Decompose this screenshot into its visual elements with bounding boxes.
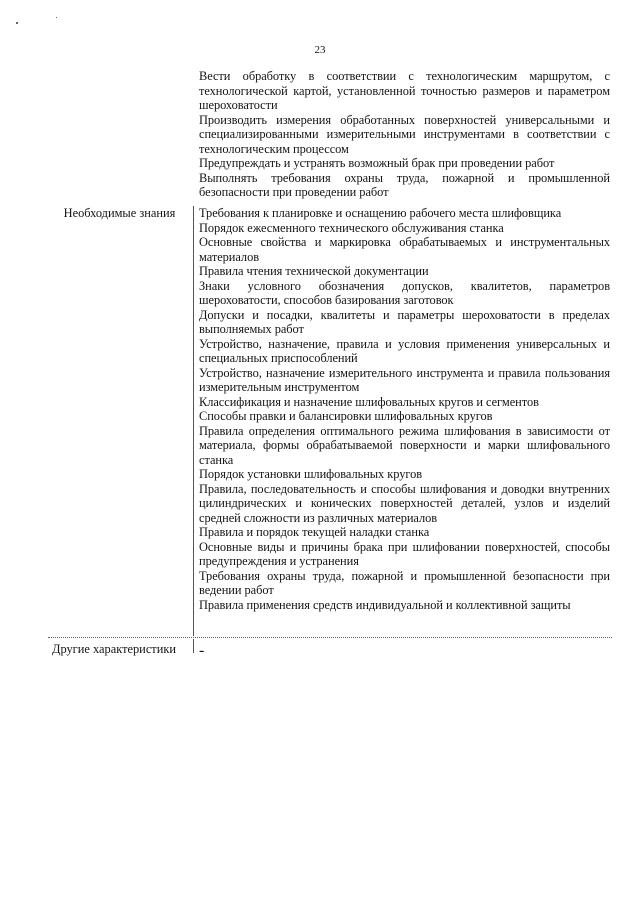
other-characteristics-value: - — [199, 642, 205, 659]
knowledge-item: Знаки условного обозначения допусков, квалитетов, параметров шероховатости, способов базирования заготовок — [199, 278, 610, 307]
knowledge-item: Основные виды и причины брака при шлифовании поверхностей, способы предупреждения и устранения — [199, 539, 610, 568]
scan-speck — [16, 22, 18, 24]
knowledge-item: Правила, последовательность и способы шлифования и доводки внутренних цилиндрических и конических поверхностей деталей, узлов и изделий средней сложности из различных материалов — [199, 481, 610, 525]
knowledge-item: Правила применения средств индивидуальной и коллективной защиты — [199, 597, 571, 612]
knowledge-item: Порядок установки шлифовальных кругов — [199, 467, 423, 481]
knowledge-item: Способы правки и балансировки шлифовальных кругов — [199, 409, 493, 423]
knowledge-list — [199, 206, 610, 612]
knowledge-item: Устройство, назначение измерительного инструмента и правила пользования измерительным инструментом — [199, 365, 610, 394]
skill-item: Выполнять требования охраны труда, пожарной и промышленной безопасности при проведении работ — [199, 170, 610, 199]
knowledge-item: Классификация и назначение шлифовальных кругов и сегментов — [199, 394, 539, 409]
skill-item: Производить измерения обработанных поверхностей универсальными и специализированными измерительными инструментами в соответствии с технологическим процессом — [199, 112, 610, 156]
knowledge-item: Правила и порядок текущей наладки станка — [199, 525, 430, 539]
knowledge-label: Необходимые знания — [63, 206, 176, 220]
page-number: 23 — [314, 44, 326, 56]
knowledge-item: Требования охраны труда, пожарной и промышленной безопасности при ведении работ — [199, 568, 610, 597]
table-column-divider — [193, 206, 194, 636]
knowledge-item: Допуски и посадки, квалитеты и параметры шероховатости в пределах выполняемых работ — [199, 307, 610, 336]
other-characteristics-label: Другие характеристики — [52, 642, 177, 656]
knowledge-item: Правила чтения технической документации — [199, 264, 429, 278]
table-row-divider — [48, 637, 612, 638]
knowledge-item: Устройство, назначение, правила и условия применения универсальных и специальных приспособлений — [199, 336, 610, 365]
knowledge-item: Требования к планировке и оснащению рабочего места шлифовщика — [199, 206, 562, 220]
knowledge-item: Основные свойства и маркировка обрабатываемых и инструментальных материалов — [199, 235, 610, 264]
knowledge-item: Правила определения оптимального режима шлифования в зависимости от материала, формы обрабатываемой поверхности и марки шлифовального станка — [199, 423, 610, 467]
skill-item: Вести обработку в соответствии с технологическим маршрутом, с технологической картой, установленной точностью размеров и параметром шероховатости — [199, 69, 610, 112]
skill-item: Предупреждать и устранять возможный брак при проведении работ — [199, 156, 555, 170]
knowledge-item: Порядок ежесменного технического обслуживания станка — [199, 220, 504, 235]
skills-list — [199, 69, 610, 200]
scan-speck — [56, 17, 57, 18]
